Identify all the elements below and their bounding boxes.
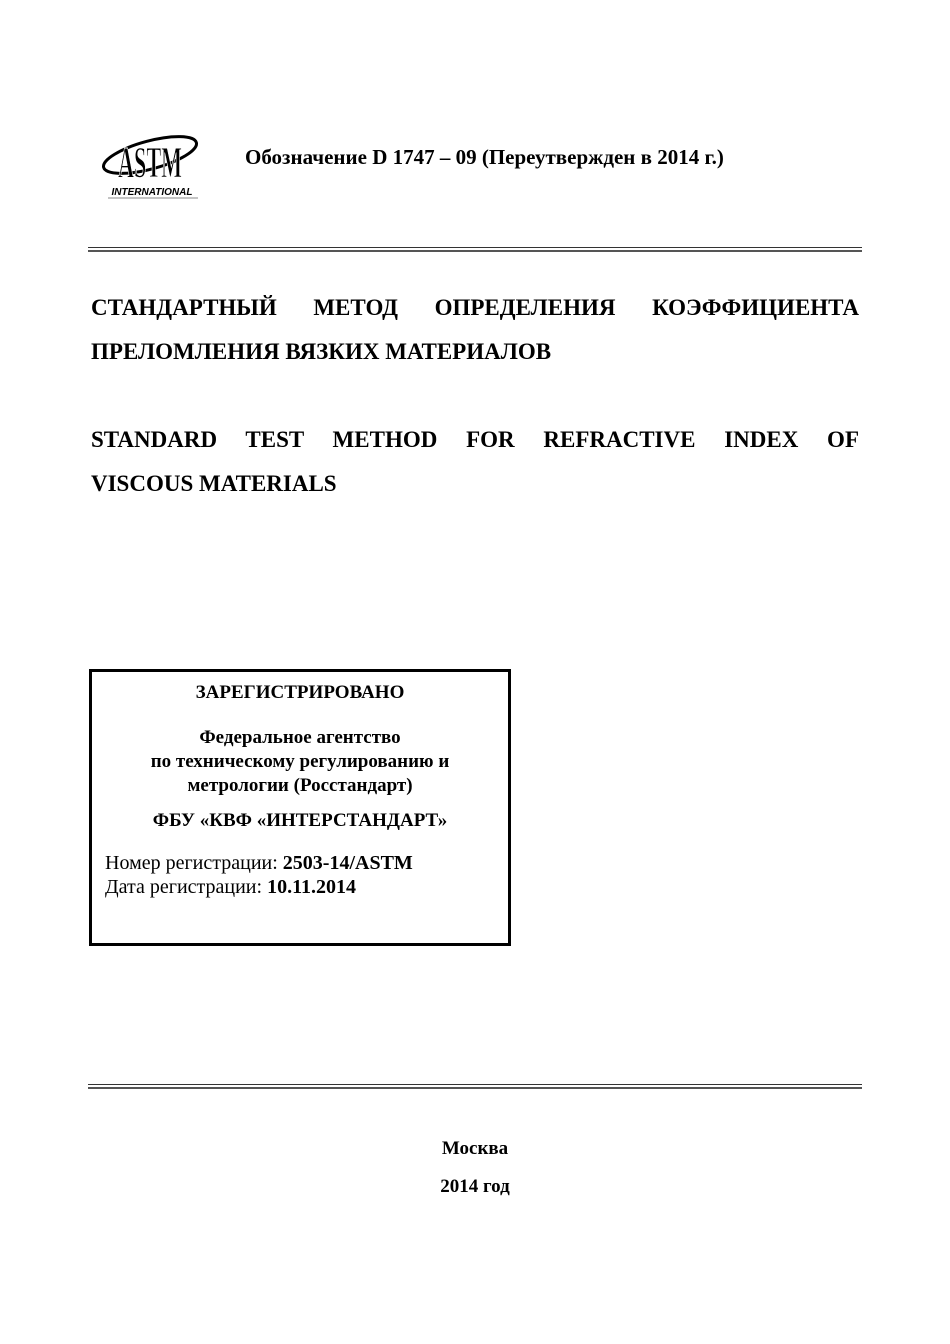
registration-stamp [89,669,511,946]
title-ru-line2: ПРЕЛОМЛЕНИЯ ВЯЗКИХ МАТЕРИАЛОВ [91,339,552,364]
registration-heading: ЗАРЕГИСТРИРОВАНО [195,682,405,703]
registration-number-label: Номер регистрации: [105,852,283,874]
registration-date [105,875,508,899]
registration-date-label: Дата регистрации: [105,876,268,898]
registration-date-value: 10.11.2014 [267,876,356,898]
city: Москва [441,1138,509,1159]
svg-text:ASTM: ASTM [118,138,182,187]
title-english [91,418,859,506]
agency-name [92,726,508,798]
title-ru-line1: СТАНДАРТНЫЙ МЕТОД ОПРЕДЕЛЕНИЯ КОЭФФИЦИЕНТА [91,295,859,320]
agency-line: по техническому регулированию и [150,751,450,772]
svg-text:INTERNATIONAL: INTERNATIONAL [111,187,193,198]
title-russian [91,286,859,374]
registration-number-value: 2503-14/ASTM [282,852,413,874]
bottom-divider [88,1084,862,1090]
agency-line: Федеральное агентство [199,727,401,748]
organization-name: ФБУ «КВФ «ИНТЕРСТАНДАРТ» [152,810,448,831]
standard-designation: Обозначение D 1747 – 09 (Переутвержден в 2014 г.) [245,145,724,169]
year: 2014 год [440,1176,510,1197]
agency-line: метрологии (Росстандарт) [187,775,413,796]
registration-number [105,851,508,875]
top-divider [88,247,862,253]
title-en-line2: VISCOUS MATERIALS [91,471,337,496]
title-en-line1: STANDARD TEST METHOD FOR REFRACTIVE INDEX OF [91,427,859,452]
astm-logo [100,125,205,200]
